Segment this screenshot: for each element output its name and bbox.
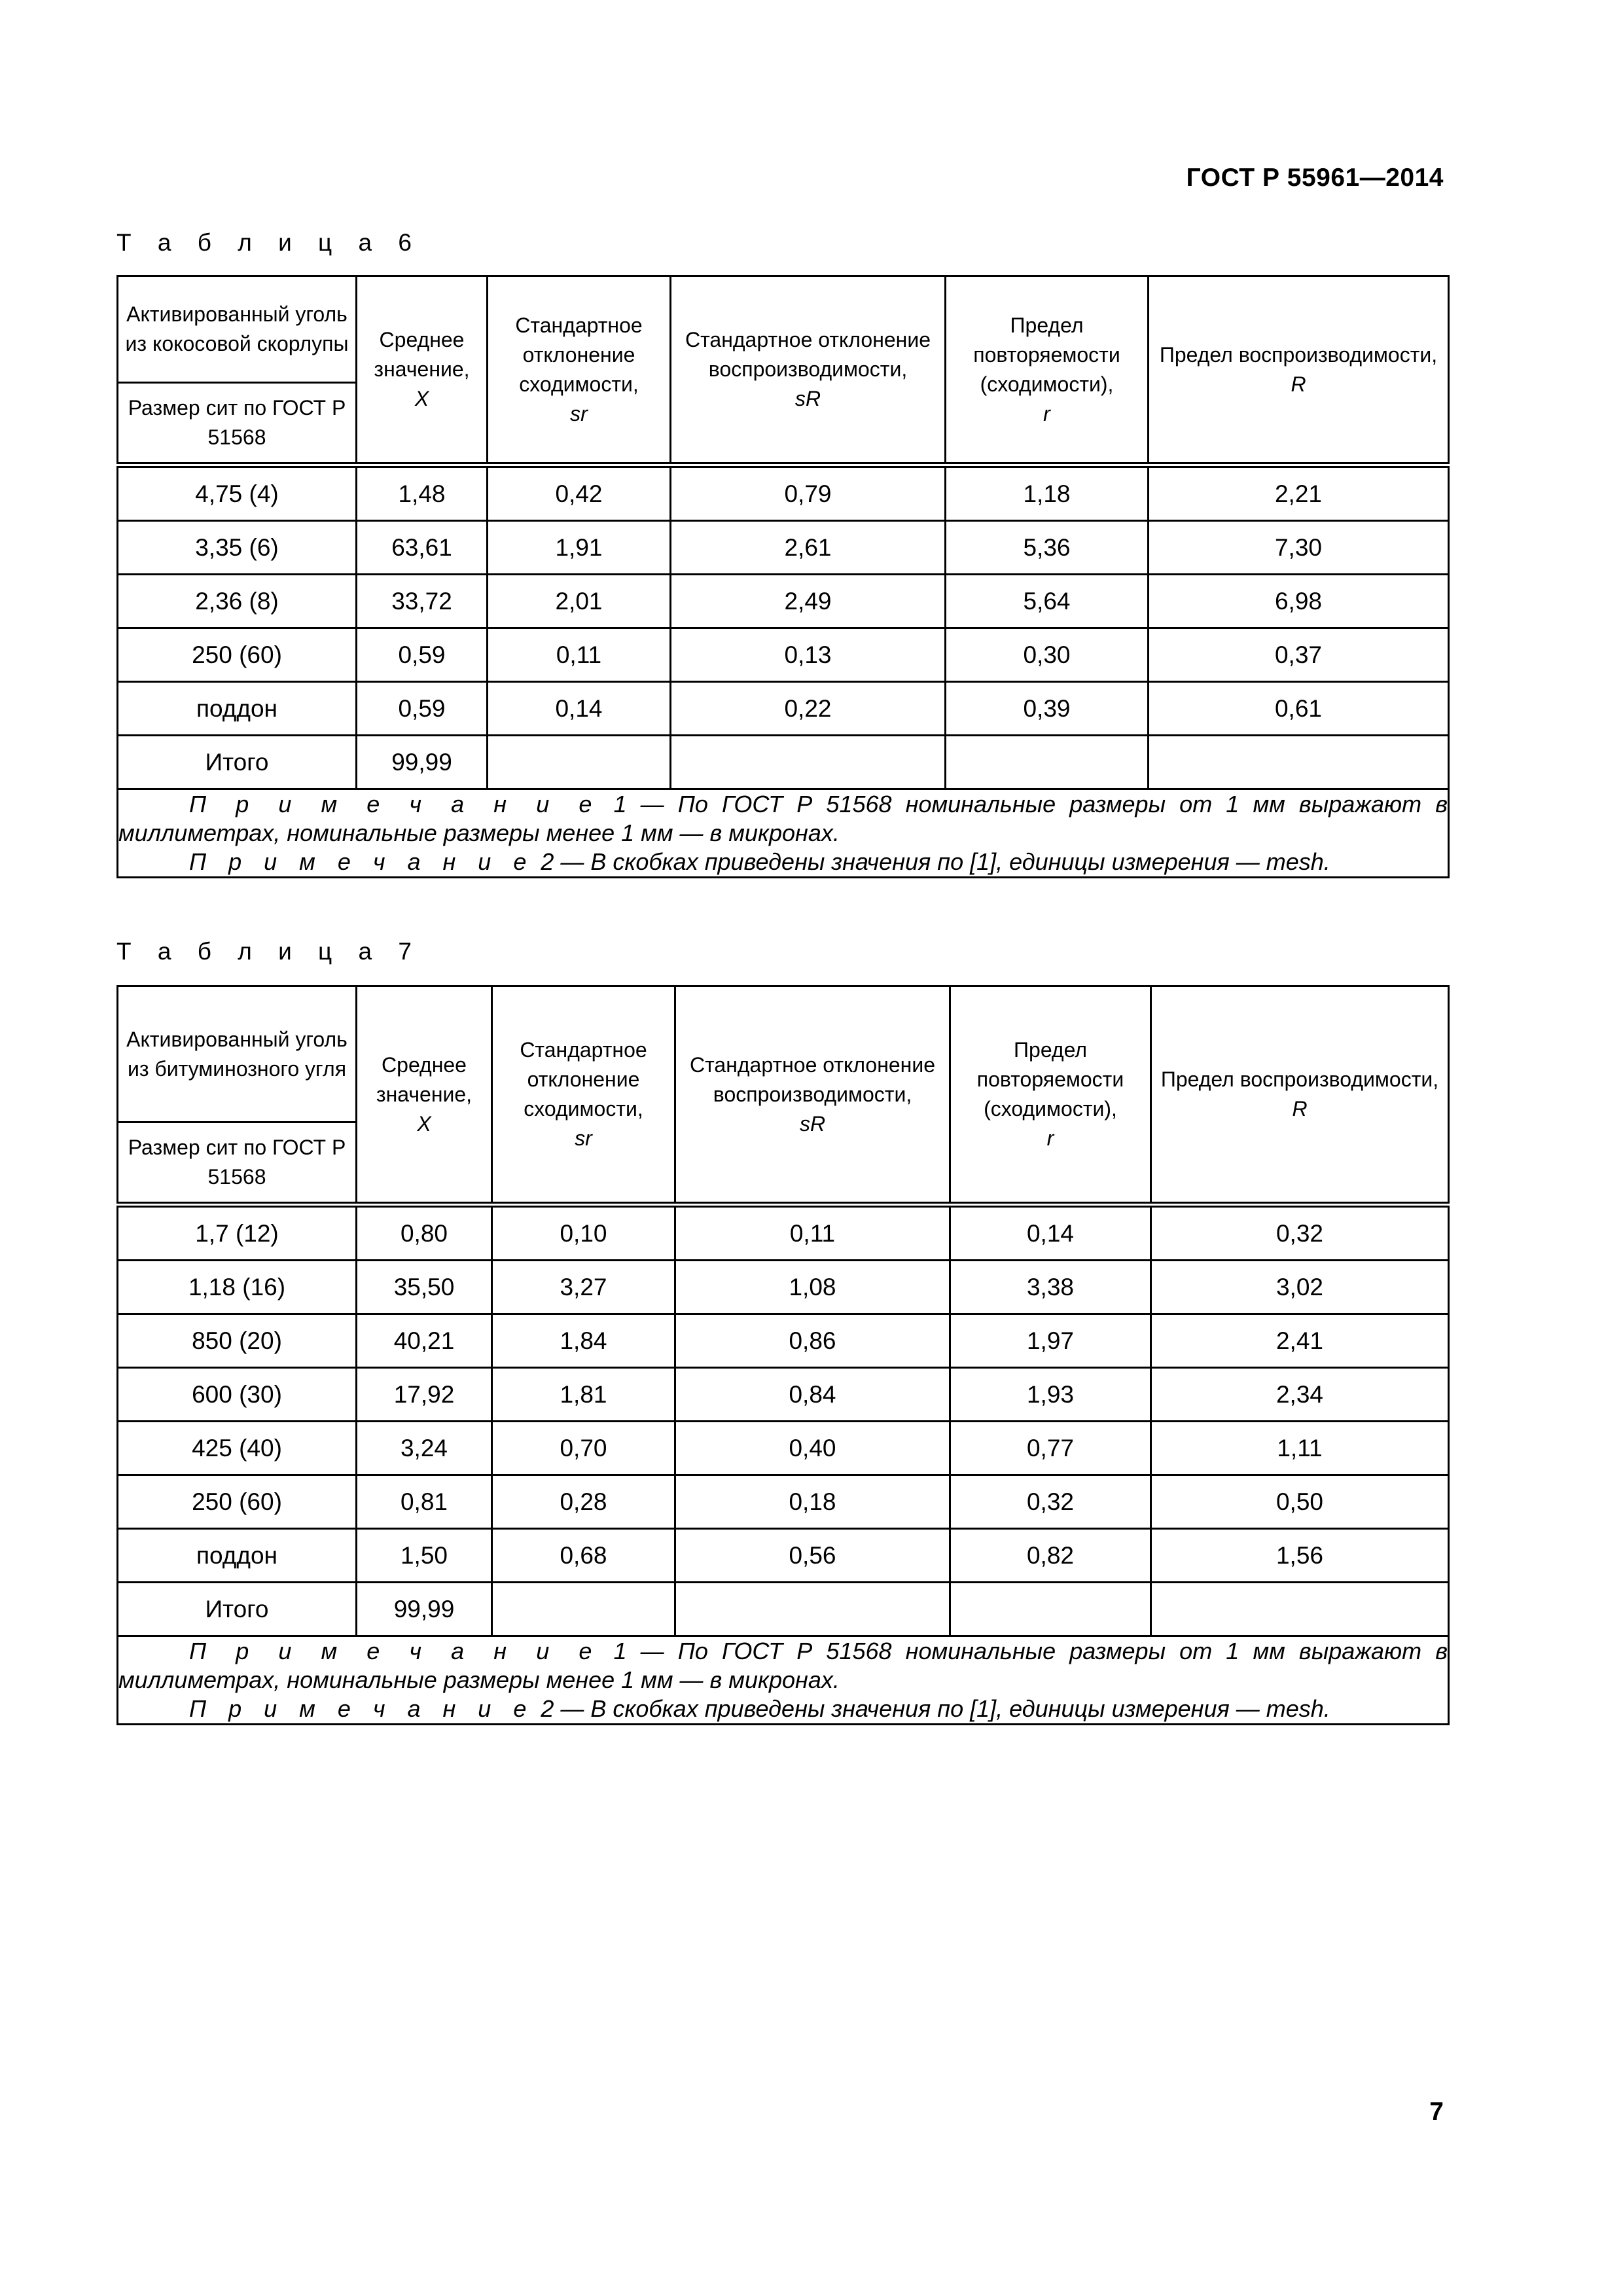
- column-header-material: Активированный уголь из битуминозного угля: [118, 986, 357, 1122]
- table-cell: 0,11: [488, 628, 671, 682]
- table-cell: 425 (40): [118, 1422, 357, 1475]
- table-cell: поддон: [118, 682, 357, 736]
- column-header-material: Активированный уголь из кокосовой скорлупы: [118, 276, 357, 383]
- table-cell: 850 (20): [118, 1314, 357, 1368]
- table-cell: 2,49: [671, 575, 946, 628]
- table-7-caption: Т а б л и ц а 7: [116, 938, 421, 965]
- column-header-label: Стандартное отклонение сходимости,: [515, 313, 643, 396]
- column-header-symbol: sR: [794, 387, 821, 410]
- table-cell: 2,21: [1149, 465, 1449, 521]
- table-cell: 0,59: [357, 682, 488, 736]
- table-cell: 2,61: [671, 521, 946, 575]
- table-total-row: [118, 736, 1449, 789]
- table-cell: 0,28: [492, 1475, 675, 1529]
- table-cell: 0,18: [675, 1475, 950, 1529]
- table-cell: [946, 736, 1149, 789]
- column-header-label: Стандартное отклонение воспроизводимости,: [690, 1052, 935, 1106]
- note-prefix: П р и м е ч а н и е: [189, 848, 535, 875]
- column-header-label: Предел повторяемости (сходимости),: [973, 313, 1120, 396]
- column-header-symbol: sr: [570, 401, 588, 425]
- table-cell: 1,81: [492, 1368, 675, 1422]
- table-row: [118, 1529, 1449, 1583]
- column-header-label: Среднее значение,: [376, 1052, 473, 1106]
- table-cell: 250 (60): [118, 1475, 357, 1529]
- table-note: [118, 1695, 1448, 1723]
- table-row: [118, 1422, 1449, 1475]
- column-header-sieve-size: Размер сит по ГОСТ Р 51568: [118, 383, 357, 465]
- table-note: [118, 848, 1448, 876]
- table-cell: 3,02: [1151, 1261, 1449, 1314]
- table-cell: 35,50: [357, 1261, 492, 1314]
- column-header-label: Стандартное отклонение воспроизводимости,: [685, 328, 931, 381]
- table-cell: 0,80: [357, 1205, 492, 1261]
- table-cell: 0,37: [1149, 628, 1449, 682]
- column-header-label: Стандартное отклонение сходимости,: [520, 1038, 647, 1121]
- column-header-reproducibility-sd: [671, 276, 946, 465]
- table-cell: 1,50: [357, 1529, 492, 1583]
- table-cell: 1,56: [1151, 1529, 1449, 1583]
- table-cell: 1,18 (16): [118, 1261, 357, 1314]
- column-header-label: Предел воспроизводимости,: [1160, 1067, 1439, 1091]
- table-cell: 7,30: [1149, 521, 1449, 575]
- table-cell: [1151, 1583, 1449, 1636]
- table-cell: 0,84: [675, 1368, 950, 1422]
- table-cell: поддон: [118, 1529, 357, 1583]
- table-row: [118, 1261, 1449, 1314]
- table-note: [118, 790, 1448, 848]
- table-cell: 0,68: [492, 1529, 675, 1583]
- table-notes-row: [118, 789, 1449, 878]
- table-cell: 1,08: [675, 1261, 950, 1314]
- table-cell: 0,39: [946, 682, 1149, 736]
- table-cell: 2,41: [1151, 1314, 1449, 1368]
- table-cell: [671, 736, 946, 789]
- table-cell: 4,75 (4): [118, 465, 357, 521]
- column-header-symbol: r: [1046, 1126, 1054, 1150]
- page-number: 7: [1429, 2098, 1444, 2126]
- table-cell: 33,72: [357, 575, 488, 628]
- column-header-reproducibility-sd: [675, 986, 950, 1205]
- table-notes-row: [118, 1636, 1449, 1725]
- column-header-symbol: r: [1043, 401, 1050, 425]
- note-prefix: П р и м е ч а н и е: [189, 791, 600, 817]
- column-header-symbol: X: [417, 1111, 431, 1136]
- table-cell: 0,61: [1149, 682, 1449, 736]
- table-cell: 0,86: [675, 1314, 950, 1368]
- table-cell: Итого: [118, 736, 357, 789]
- table-6-caption: Т а б л и ц а 6: [116, 229, 421, 256]
- table-row: [118, 575, 1449, 628]
- table-cell: 3,24: [357, 1422, 492, 1475]
- column-header-label: Предел воспроизводимости,: [1159, 342, 1438, 367]
- table-cell: 0,81: [357, 1475, 492, 1529]
- table-cell: 1,18: [946, 465, 1149, 521]
- table-6: [116, 275, 1450, 878]
- table-row: [118, 1475, 1449, 1529]
- table-cell: 0,32: [950, 1475, 1151, 1529]
- table-cell: 0,70: [492, 1422, 675, 1475]
- table-cell: 0,42: [488, 465, 671, 521]
- table-cell: 1,84: [492, 1314, 675, 1368]
- table-cell: 0,79: [671, 465, 946, 521]
- table-cell: 40,21: [357, 1314, 492, 1368]
- column-header-symbol: R: [1291, 372, 1306, 396]
- table-7: [116, 985, 1450, 1725]
- table-notes: [118, 1636, 1449, 1725]
- column-header-repeatability-limit: [946, 276, 1149, 465]
- table-row: [118, 465, 1449, 521]
- table-cell: Итого: [118, 1583, 357, 1636]
- table-cell: 0,32: [1151, 1205, 1449, 1261]
- note-text: 1 — По ГОСТ Р 51568 номинальные размеры от 1 мм выражают в миллиметрах, номинальные размеры менее 1 мм — в микронах.: [118, 791, 1448, 846]
- table-cell: 0,22: [671, 682, 946, 736]
- table-cell: 2,34: [1151, 1368, 1449, 1422]
- table-row: [118, 628, 1449, 682]
- table-cell: 250 (60): [118, 628, 357, 682]
- column-header-sieve-size: Размер сит по ГОСТ Р 51568: [118, 1122, 357, 1205]
- table-cell: 3,27: [492, 1261, 675, 1314]
- column-header-repeatability-sd: [488, 276, 671, 465]
- table-cell: 0,14: [488, 682, 671, 736]
- table-cell: 1,11: [1151, 1422, 1449, 1475]
- column-header-reproducibility-limit: [1151, 986, 1449, 1205]
- table-cell: 0,14: [950, 1205, 1151, 1261]
- table-cell: 600 (30): [118, 1368, 357, 1422]
- table-notes: [118, 789, 1449, 878]
- table-cell: 0,10: [492, 1205, 675, 1261]
- note-text: 2 — В скобках приведены значения по [1], единицы измерения — mesh.: [534, 1695, 1330, 1722]
- table-cell: 0,77: [950, 1422, 1151, 1475]
- column-header-label: Предел повторяемости (сходимости),: [976, 1038, 1124, 1121]
- column-header-mean: [357, 276, 488, 465]
- table-cell: 17,92: [357, 1368, 492, 1422]
- table-cell: 63,61: [357, 521, 488, 575]
- table-cell: 99,99: [357, 736, 488, 789]
- table-cell: 0,30: [946, 628, 1149, 682]
- table-cell: 0,50: [1151, 1475, 1449, 1529]
- note-text: 1 — По ГОСТ Р 51568 номинальные размеры от 1 мм выражают в миллиметрах, номинальные размеры менее 1 мм — в микронах.: [118, 1638, 1448, 1693]
- table-cell: 1,48: [357, 465, 488, 521]
- table-cell: 0,11: [675, 1205, 950, 1261]
- table-cell: 1,93: [950, 1368, 1151, 1422]
- table-row: [118, 1368, 1449, 1422]
- table-cell: 0,40: [675, 1422, 950, 1475]
- table-cell: 5,36: [946, 521, 1149, 575]
- document-standard-header: ГОСТ Р 55961—2014: [1186, 164, 1444, 192]
- table-cell: 3,35 (6): [118, 521, 357, 575]
- table-cell: [950, 1583, 1151, 1636]
- table-row: [118, 1314, 1449, 1368]
- column-header-symbol: sr: [575, 1126, 592, 1150]
- table-cell: 0,82: [950, 1529, 1151, 1583]
- column-header-repeatability-sd: [492, 986, 675, 1205]
- table-row: [118, 1205, 1449, 1261]
- table-cell: [488, 736, 671, 789]
- table-cell: 1,7 (12): [118, 1205, 357, 1261]
- note-text: 2 — В скобках приведены значения по [1], единицы измерения — mesh.: [534, 848, 1330, 875]
- note-prefix: П р и м е ч а н и е: [189, 1638, 600, 1664]
- table-cell: 1,97: [950, 1314, 1151, 1368]
- table-cell: 6,98: [1149, 575, 1449, 628]
- table-cell: 0,13: [671, 628, 946, 682]
- table-cell: 0,56: [675, 1529, 950, 1583]
- table-cell: 2,36 (8): [118, 575, 357, 628]
- column-header-label: Среднее значение,: [374, 328, 470, 381]
- table-cell: [675, 1583, 950, 1636]
- column-header-repeatability-limit: [950, 986, 1151, 1205]
- table-row: [118, 521, 1449, 575]
- note-prefix: П р и м е ч а н и е: [189, 1695, 535, 1722]
- column-header-symbol: sR: [799, 1111, 826, 1136]
- table-cell: 0,59: [357, 628, 488, 682]
- table-cell: 99,99: [357, 1583, 492, 1636]
- column-header-symbol: R: [1292, 1097, 1308, 1121]
- table-cell: [1149, 736, 1449, 789]
- column-header-mean: [357, 986, 492, 1205]
- table-cell: 1,91: [488, 521, 671, 575]
- table-row: [118, 682, 1449, 736]
- table-cell: [492, 1583, 675, 1636]
- column-header-reproducibility-limit: [1149, 276, 1449, 465]
- table-cell: 3,38: [950, 1261, 1151, 1314]
- column-header-symbol: X: [414, 387, 429, 410]
- table-note: [118, 1637, 1448, 1695]
- table-cell: 5,64: [946, 575, 1149, 628]
- table-cell: 2,01: [488, 575, 671, 628]
- table-total-row: [118, 1583, 1449, 1636]
